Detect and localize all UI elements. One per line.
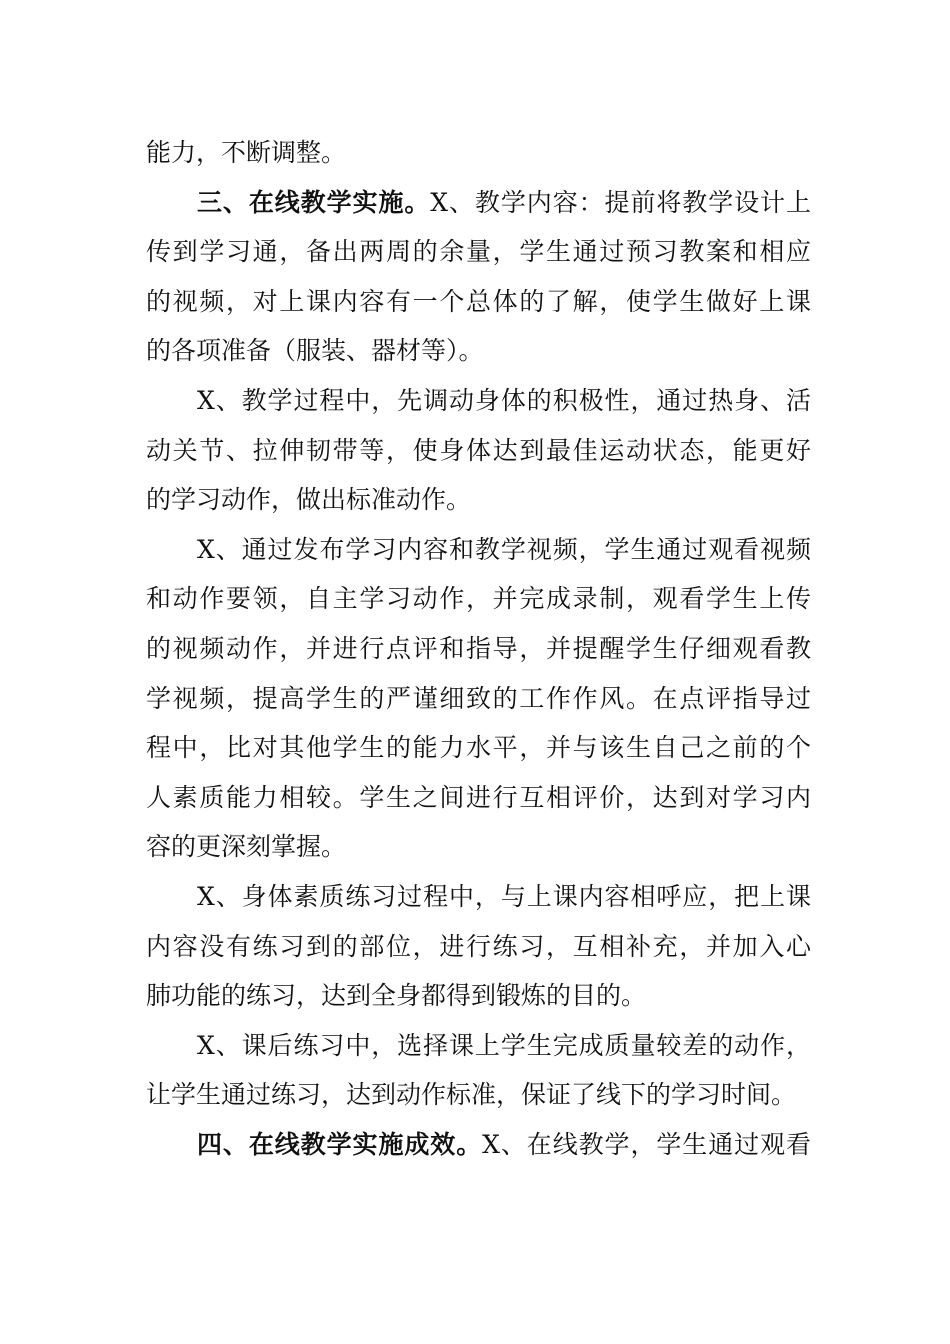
text-line <box>146 525 811 575</box>
line-text: 的视频，对上课内容有一个总体的了解，使学生做好上课 <box>146 286 811 316</box>
section-heading: 三、在线教学实施。 <box>197 187 431 217</box>
text-line <box>146 773 811 823</box>
line-text: 学视频，提高学生的严谨细致的工作作风。在点评指导过 <box>146 683 811 713</box>
line-text: 和动作要领，自主学习动作，并完成录制，观看学生上传 <box>146 584 811 614</box>
line-text: 的各项准备（服装、器材等）。 <box>146 336 484 366</box>
text-line <box>146 574 811 624</box>
text-line <box>146 1070 811 1120</box>
line-text: X、教学内容：提前将教学设计上 <box>430 187 811 217</box>
line-text: 肺功能的练习，达到全身都得到锻炼的目的。 <box>146 981 647 1011</box>
text-line <box>146 128 811 178</box>
text-line <box>146 922 811 972</box>
text-line <box>146 426 811 476</box>
text-line <box>146 624 811 674</box>
text-line <box>146 723 811 773</box>
text-line <box>146 1021 811 1071</box>
line-text: 传到学习通，备出两周的余量，学生通过预习教案和相应 <box>146 237 811 267</box>
line-text: X、课后练习中，选择课上学生完成质量较差的动作， <box>197 1030 811 1060</box>
document-body <box>146 128 811 1169</box>
line-text: 让学生通过练习，达到动作标准，保证了线下的学习时间。 <box>146 1080 797 1110</box>
text-line <box>146 326 811 376</box>
line-text: X、教学过程中，先调动身体的积极性，通过热身、活 <box>197 385 811 415</box>
text-line <box>146 674 811 724</box>
text-line <box>146 971 811 1021</box>
line-text: 的学习动作，做出标准动作。 <box>146 485 472 515</box>
line-text: X、身体素质练习过程中，与上课内容相呼应，把上课 <box>197 881 811 911</box>
text-line <box>146 227 811 277</box>
line-text: 动关节、拉伸韧带等，使身体达到最佳运动状态，能更好 <box>146 435 811 465</box>
line-text: 容的更深刻掌握。 <box>146 832 347 862</box>
text-line <box>146 822 811 872</box>
section-heading: 四、在线教学实施成效。 <box>197 1129 483 1159</box>
line-text: 能力，不断调整。 <box>146 138 347 167</box>
text-line <box>146 1120 811 1170</box>
line-text: 程中，比对其他学生的能力水平，并与该生自己之前的个 <box>146 733 811 763</box>
text-line <box>146 178 811 228</box>
line-text: 内容没有练习到的部位，进行练习，互相补充，并加入心 <box>146 931 811 961</box>
line-text: 的视频动作，并进行点评和指导，并提醒学生仔细观看教 <box>146 633 811 663</box>
text-line <box>146 376 811 426</box>
text-line <box>146 277 811 327</box>
line-text: X、在线教学，学生通过观看 <box>482 1129 811 1159</box>
text-line <box>146 475 811 525</box>
line-text: X、通过发布学习内容和教学视频，学生通过观看视频 <box>197 534 811 564</box>
text-line <box>146 872 811 922</box>
line-text: 人素质能力相较。学生之间进行互相评价，达到对学习内 <box>146 782 811 812</box>
